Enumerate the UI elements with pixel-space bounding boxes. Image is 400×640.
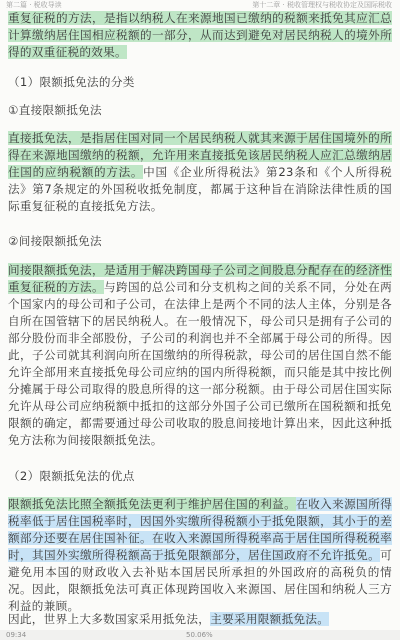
- paragraph-advantages: [8, 496, 392, 615]
- subheading-indirect: ②间接限额抵免法: [8, 234, 102, 248]
- paragraph-text: 与跨国的总公司和分支机构之间的关系不同，分处在两个国家内的母公司和子公司，在法律上是两个不同的法人主体，分别是各自所在国管辖下的居民纳税人。在一般情况下，母公司只是拥有子公司的部分股份而非全部股份，子公司的利润也并不全部属于母公司的所得。因此，子公司就其利润向所在国缴纳的所得税款，母公司的居住国自然不能允许全部用来直接抵免母公司应纳的国内所得税额，而只能是其中按比例分摊属于母公司取得的股息所得的这一部分税额。由于母公司居住国实际允许从母公司应纳税额中抵扣的这部分外国子公司已缴所在国税额和抵免限额的确定，都需要通过母公司收取的股息间接地计算出来，因此这种抵免方法称为间接限额抵免法。: [8, 280, 392, 447]
- highlight[interactable]: 在收入来源国所得税率低于居住国税率时，因国外实缴所得税额小于抵免限额，其小于的差额部分还要在居住国补征。在收入来源国所得税率高于居住国所得税税率时，其国外实缴所得税额高于抵免限额部分，居住国政府不允许抵免。: [8, 497, 392, 562]
- paragraph-indirect: [8, 262, 392, 449]
- highlight[interactable]: 直接抵免法，是指居住国对同一个居民纳税人就其来源于居住国境外的所得在来源地国缴纳的税额，允许用来直接抵免该居民纳税人应汇总缴纳居住国的应纳税额的方法。: [8, 131, 392, 179]
- heading-advantages: （2）限额抵免法的优点: [8, 469, 135, 483]
- subheading-direct: ①直接限额抵免法: [8, 103, 102, 117]
- highlight[interactable]: 重复征税的方法，是指以纳税人在来源地国已缴纳的税额来抵免其应汇总计算缴纳居住国相应税额的一部分，从而达到避免对居民纳税人的境外所得的双重征税的效果。: [8, 11, 392, 59]
- reading-progress: 50.06%: [186, 631, 213, 639]
- highlight[interactable]: 间接限额抵免法，是适用于解决跨国母子公司之间股息分配存在的经济性重复征税的方法。: [8, 263, 392, 294]
- clock: 09:34: [6, 631, 27, 639]
- highlight[interactable]: 限额抵免法比照全额抵免法更利于维护居住国的利益。: [8, 497, 297, 511]
- paragraph-direct: [8, 130, 392, 215]
- paragraph-text: 可避免用本国的财政收入去补贴本国居民所承担的外国政府的高税负的情况。因此，限额抵免法可真正体现跨国收入来源国、居住国和纳税人三方利益的兼顾。: [8, 548, 392, 613]
- header-right: 第十二章 · 税收管理权与税收协定及国际税收: [252, 1, 392, 9]
- paragraph-text: 因此，世界上大多数国家采用抵免法，: [8, 612, 211, 626]
- header-left: 第二篇 · 税收导读: [6, 1, 62, 9]
- paragraph-text: 中国《企业所得税法》第23条和《个人所得税法》第7条规定的外国税收抵免制度，都属于这种旨在消除法律性质的国际重复征税的直接抵免方法。: [8, 165, 392, 213]
- paragraph-intro: [8, 10, 392, 61]
- heading-classification: （1）限额抵免法的分类: [8, 75, 135, 89]
- highlight[interactable]: 主要采用限额抵免法。: [210, 612, 330, 626]
- paragraph-conclusion: [8, 611, 392, 628]
- status-bar: [0, 630, 400, 640]
- running-header: [0, 0, 400, 9]
